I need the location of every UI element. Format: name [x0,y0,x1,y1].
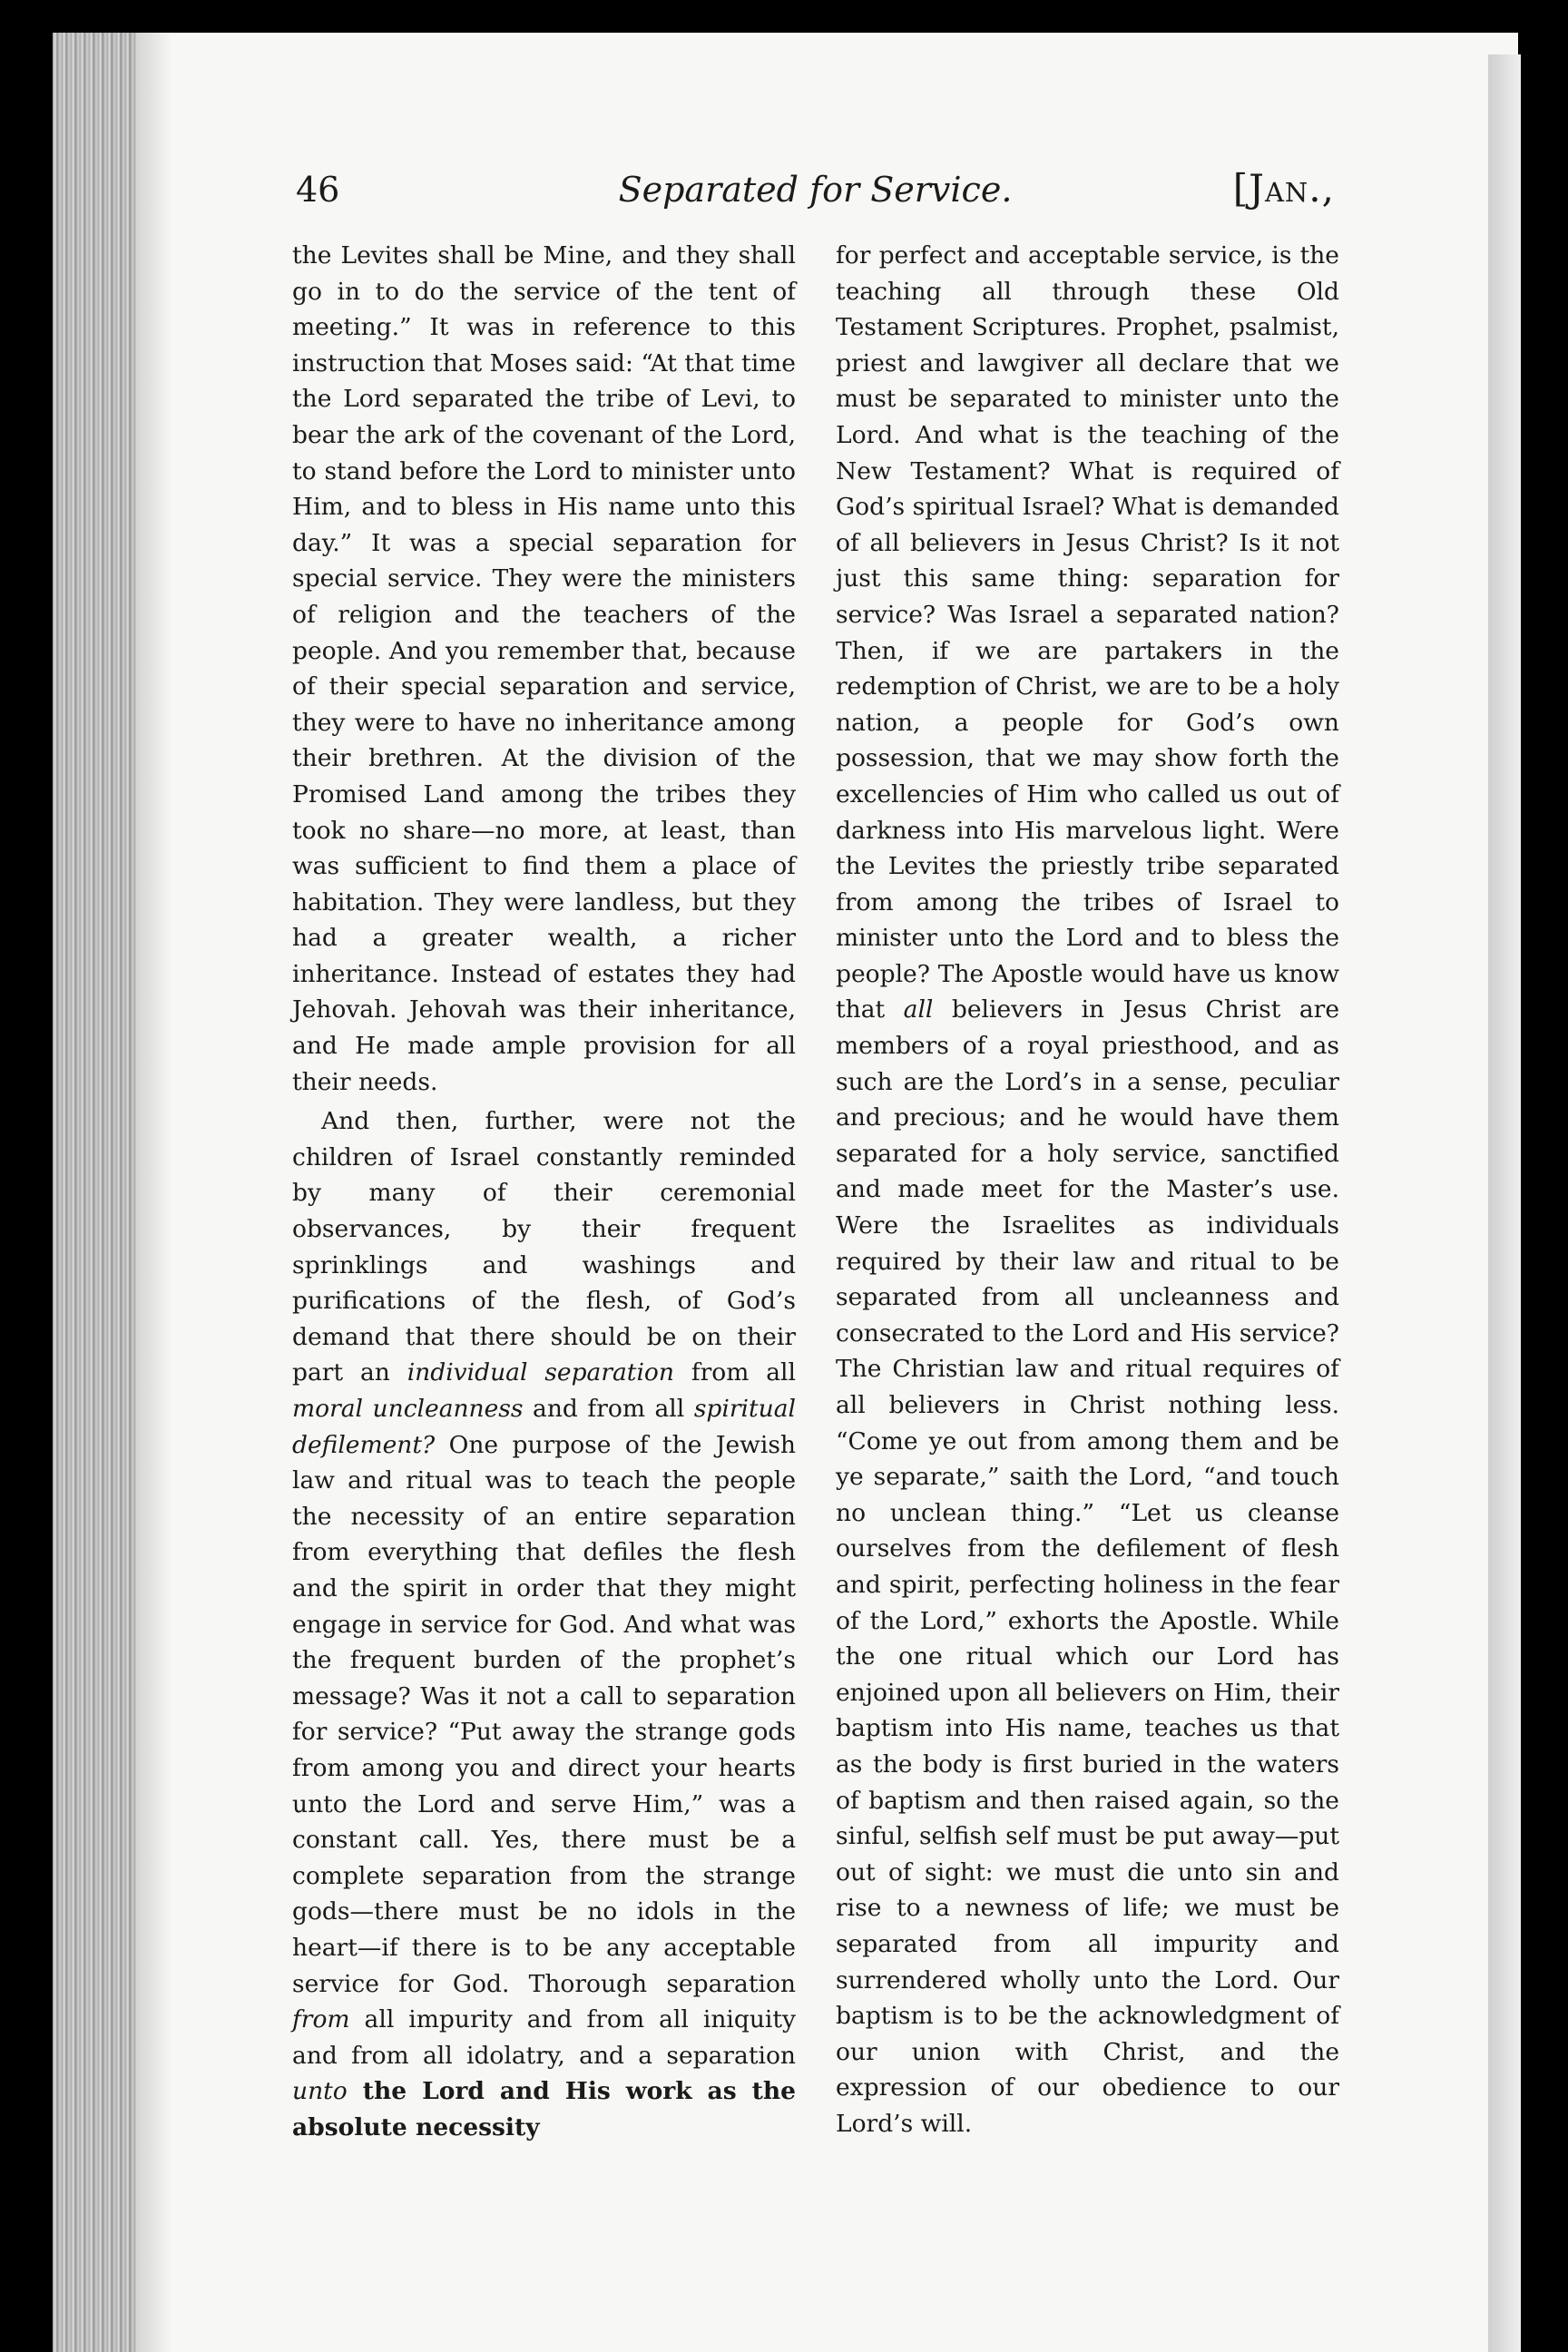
gutter-shadow [136,33,172,2352]
issue-month: [Jan., [1232,166,1335,211]
italic-phrase: all [903,995,934,1024]
left-paragraph-1: the Levites shall be Mine, and they shall go in to do the service of the tent of meeting.” It was in reference to this instruction that Moses said: “At that time the Lord separated the tribe of Levi, to bear the ark of the covenant of the Lord, to stand before the Lord to minister unto Him, and to bless in His name unto this day.” It was a special separation for special service. They were the ministers of religion and the teachers of the people. And you remember that, because of their special separation and service, they were to have no inheritance among their brethren. At the division of the Promised Land among the tribes they took no share—no more, at least, than was sufficient to find them a place of habitation. They were landless, but they had a greater wealth, a richer inheritance. Instead of estates they had Jehovah. Jehovah was their inheritance, and He made ample provision for all their needs. [292,241,796,1096]
text-run: One purpose of the Jewish law and ritual was to teach the people the necessity of an entire separation from everything that defiles the flesh and the spirit in order that they might engage in service for God. And what was the frequent burden of the prophet’s message? Was it not a call to separation for service? “Put away the strange gods from among you and direct your hearts unto the Lord and serve Him,” was a constant call. Yes, there must be a complete separation from the strange gods—there must be no idols in the heart—if there is to be any acceptable service for God. Thorough separation [292,1430,796,1998]
left-column [292,238,796,2145]
right-paragraph [836,238,1339,2141]
text-run: and from all [523,1395,694,1423]
italic-phrase: moral uncleanness [292,1395,524,1423]
scan-background [1521,0,1568,2352]
italic-phrase: from [292,2005,350,2034]
right-column [836,238,1339,2141]
left-paragraph-2 [292,1103,796,2145]
page-number: 46 [296,170,340,210]
running-title: Separated for Service. [618,170,1013,210]
italic-phrase: spiritual defilement? [292,1395,796,1459]
page-header [296,166,1335,220]
text-run: believers in Jesus Christ are members of a royal priesthood, and as such are the Lord’s in a sense, peculiar and precious; and he would have them separated for a holy service, sanctified and made meet for the Master’s use. Were the Israelites as individuals required by their law and ritual to be separated from all uncleanness and consecrated to the Lord and His service? The Christian law and ritual requires of all believers in Christ nothing less. “Come ye out from among them and be ye separate,” saith the Lord, “and touch no unclean thing.” “Let us cleanse ourselves from the defilement of flesh and spirit, perfecting holiness in the fear of the Lord,” exhorts the Apostle. While the one ritual which our Lord has enjoined upon all believers on Him, their baptism into His name, teaches us that as the body is first buried in the waters of baptism and then raised again, so the sinful, selfish self must be put away—put out of sight: we must die unto sin and rise to a newness of life; we must be separated from all impurity and surrendered wholly unto the Lord. Our baptism is to be the acknowledgment of our union with Christ, and the expression of our obedience to our Lord’s will. [836,995,1339,2138]
text-run: the Lord and His work as the absolute necessity [292,2077,796,2141]
adjacent-page-edge [1488,54,1521,2352]
italic-phrase: unto [292,2077,348,2106]
text-run: all impurity and from all iniquity and from all idolatry, and a separation [292,2005,796,2070]
italic-phrase: individual separation [407,1358,674,1387]
text-run: from all [673,1358,796,1387]
text-run: And then, further, were not the children of Israel constantly reminded by many of their ceremonial observances, by their frequent sprinklings and washings and purifications of the flesh, of God’s demand that there should be on their part an [292,1107,796,1387]
page-edges [53,33,136,2352]
text-run: for perfect and acceptable service, is the teaching all through these Old Testament Scriptures. Prophet, psalmist, priest and lawgiver all declare that we must be separated to minister unto the Lord. And what is the teaching of the New Testament? What is required of God’s spiritual Israel? What is demanded of all believers in Jesus Christ? Is it not just this same thing: separation for service? Was Israel a separated nation? Then, if we are partakers in the redemption of Christ, we are to be a holy nation, a people for God’s own possession, that we may show forth the excellencies of Him who called us out of darkness into His marvelous light. Were the Levites the priestly tribe separated from among the tribes of Israel to minister unto the Lord and to bless the people? The Apostle would have us know that [836,241,1339,1024]
